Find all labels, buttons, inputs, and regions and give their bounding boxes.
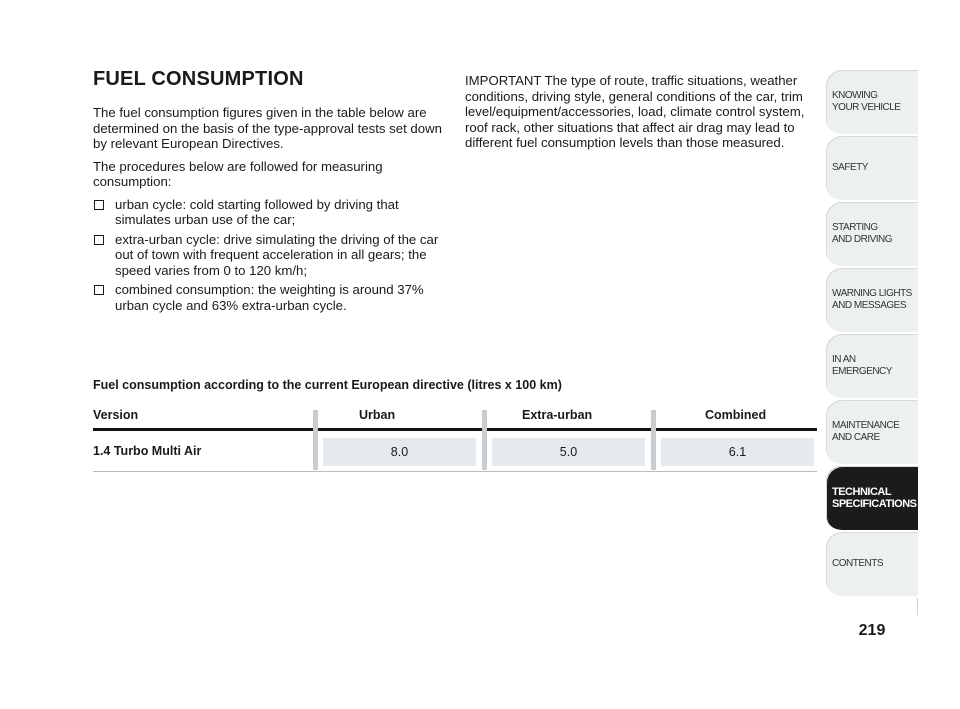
important-note: IMPORTANT The type of route, traffic situations, weather conditions, driving style, general conditions of the car, trim level/equipment/accessories, load, climate control system, roof rack, other situations that affect air drag may lead to different fuel consumption levels than those measured. [465,73,805,150]
header-urban: Urban [359,408,396,422]
right-column [465,73,815,158]
header-version: Version [93,408,139,422]
tab-in-an-emergency[interactable] [826,334,918,400]
column-separator [313,410,318,470]
tab-safety[interactable] [826,136,918,202]
tab-label: KNOWING YOUR VEHICLE [832,90,901,113]
checkbox-bullet-icon [94,285,104,295]
bullet-item [93,232,443,279]
tab-warning-lights[interactable] [826,268,918,334]
tab-label: CONTENTS [832,558,883,569]
chapter-tabs [826,70,918,598]
tab-label: IN AN EMERGENCY [832,354,892,377]
tab-maintenance-and-care[interactable] [826,400,918,466]
checkbox-bullet-icon [94,235,104,245]
bullet-text: extra-urban cycle: drive simulating the driving of the car out of town with frequent acceleration in all gears; the speed varies from 0 to 120 km/h; [115,231,439,278]
table-row-version: 1.4 Turbo Multi Air [93,444,202,458]
section-title: FUEL CONSUMPTION [93,68,304,90]
tab-label: WARNING LIGHTS AND MESSAGES [832,288,912,311]
bullet-text: combined consumption: the weighting is around 37% urban cycle and 63% extra-urban cycle. [115,282,424,313]
tab-label: MAINTENANCE AND CARE [832,420,900,443]
procedures-intro: The procedures below are followed for measuring consumption: [93,158,383,189]
cell-extra-urban: 5.0 [492,438,645,466]
bullet-item [93,197,443,228]
tab-starting-and-driving[interactable] [826,202,918,268]
bullet-text: urban cycle: cold starting followed by driving that simulates urban use of the car; [115,196,399,227]
cell-combined: 6.1 [661,438,814,466]
tab-technical-specifications[interactable] [826,466,918,532]
left-column [93,68,443,317]
column-separator [482,410,487,470]
page-number: 219 [858,622,886,639]
header-combined: Combined [705,408,767,422]
table-title: Fuel consumption according to the current European directive (litres x 100 km) [93,378,562,392]
cell-urban: 8.0 [323,438,476,466]
table-bottom-rule [93,471,817,472]
tab-label: SAFETY [832,162,868,173]
column-separator [651,410,656,470]
tab-label: STARTING AND DRIVING [832,222,893,245]
bullet-item [93,282,443,313]
tab-label: TECHNICAL SPECIFICATIONS [832,486,917,510]
checkbox-bullet-icon [94,200,104,210]
tab-knowing-your-vehicle[interactable] [826,70,918,136]
table-header-rule [93,428,817,431]
header-extra-urban: Extra-urban [522,408,593,422]
intro-paragraph: The fuel consumption figures given in the table below are determined on the basis of the type-approval tests set down by relevant European Directives. [93,105,442,151]
tab-contents[interactable] [826,532,918,598]
